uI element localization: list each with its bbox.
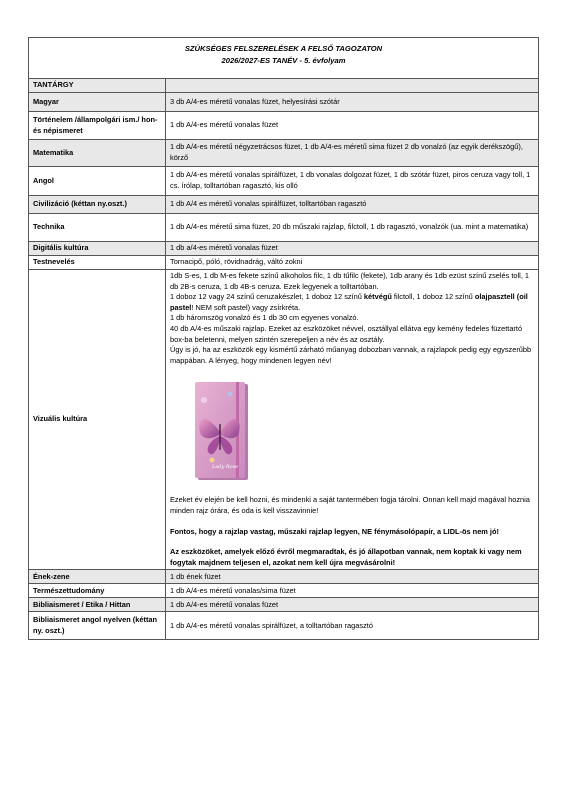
subject-tortenelem: Történelem /állampolgári ism./ hon-és népismeret [29,112,166,140]
subject-enek-zene: Ének-zene [29,570,166,584]
content-testneveles: Tornacipő, póló, rövidnadrág, váltó zokni [166,256,539,270]
subject-testneveles: Testnevelés [29,256,166,270]
vizualis-paragraph: Ezeket év elején be kell hozni, és mindenki a saját tantermében fogja tárolni. Onnan kell majd magával hoznia minden rajz órára, és oda is kell visszavinnie! [170,495,530,515]
content-magyar: 3 db A/4-es méretű vonalas füzet, helyesírási szótár [166,93,539,112]
content-technika: 1 db A/4-es méretű sima füzet, 20 db műszaki rajzlap, filctoll, 1 db ragasztó, vonalzók (ua. mint a matematika) [166,214,539,242]
content-termeszettudomany: 1 db A/4-es méretű vonalas/sima füzet [166,584,539,598]
column-header-subject: TANTÁRGY [29,79,166,93]
content-vizualis [166,270,539,570]
subject-angol: Angol [29,167,166,196]
subject-bibliaismeret: Bibliaismeret / Etika / Hittan [29,598,166,612]
content-matematika: 1 db A/4-es méretű négyzetrácsos füzet, 1 db A/4-es méretű sima füzet 2 db vonalzó (az egyik derékszögű), körző [166,140,539,167]
folder-caption: Lady Rose [212,464,239,471]
vizualis-paragraph: 1db S-es, 1 db M-es fekete színű alkoholos filc, 1 db tűfilc (fekete), 1db arany és 1db ezüst színű zselés toll, 1 db 2B-s ceruza, 1 db 4B-s ceruza. Ezek legyenek a tolltartóban. [170,271,530,291]
table-title-cell [29,38,539,79]
content-angol: 1 db A/4-es méretű vonalas spirálfüzet, 1 db vonalas dolgozat füzet, 1 db szótár füzet, piros ceruza vagy toll, 1 cs. írólap, tolltartóban ragasztó, kis olló [166,167,539,196]
subject-matematika: Matematika [29,140,166,167]
vizualis-paragraph: Úgy is jó, ha az eszközök egy kismértű zárható műanyag dobozban vannak, a rajzlapok pedig egy egyszerűbb mappában. A lényeg, hogy mindenen legyen név! [170,345,532,365]
subject-technika: Technika [29,214,166,242]
butterfly-folder-image [192,380,252,483]
subject-termeszettudomany: Természettudomány [29,584,166,598]
content-bibliaismeret-angol: 1 db A/4-es méretű vonalas spirálfüzet, a tolltartóban ragasztó [166,612,539,640]
page-title: SZÜKSÉGES FELSZERELÉSEK A FELSŐ TAGOZATON [184,44,383,53]
content-civilizacio: 1 db A/4 es méretű vonalas spirálfüzet, tolltartóban ragasztó [166,196,539,214]
vizualis-note-bold: Az eszközöket, amelyek előző évről megmaradtak, és jó állapotban vannak, nem koptak ki vagy nem fogytak majdnem teljesen el, azokat nem kell újra megvásárolni! [170,547,522,567]
vizualis-paragraph: 1 doboz 12 vagy 24 színű ceruzakészlet, 1 doboz 12 színű kétvégű filctoll, 1 doboz 12 színű olajpasztell (oil pastel! NEM soft pastel) vagy zsírkréta. [170,292,528,312]
content-enek-zene: 1 db ének füzet [166,570,539,584]
document [28,37,538,640]
column-header-content [166,79,539,93]
vizualis-paragraph: 40 db A/4-es műszaki rajzlap. Ezeket az eszközöket névvel, osztállyal ellátva egy kemény fedeles füzettartó box-ba beletenni, melyen szintén szerepeljen a név és az osztály. [170,323,523,344]
vizualis-paragraph: 1 db háromszög vonalzó és 1 db 30 cm egyenes vonalzó. [170,313,359,323]
page-subtitle: 2026/2027-ES TANÉV - 5. évfolyam [221,56,346,65]
supplies-table [28,37,539,640]
subject-civilizacio: Civilizáció (kéttan ny.oszt.) [29,196,166,214]
content-digitalis: 1 db a/4-es méretű vonalas füzet [166,242,539,256]
subject-vizualis: Vizuális kultúra [29,270,166,570]
content-tortenelem: 1 db A/4-es méretű vonalas füzet [166,112,539,140]
subject-digitalis: Digitális kultúra [29,242,166,256]
subject-magyar: Magyar [29,93,166,112]
content-bibliaismeret: 1 db A/4-es méretű vonalas füzet [166,598,539,612]
vizualis-note-bold: Fontos, hogy a rajzlap vastag, műszaki rajzlap legyen, NE fénymásolópapír, a LIDL-ös nem jó! [170,526,499,536]
subject-bibliaismeret-angol: Bibliaismeret angol nyelven (kéttan ny. oszt.) [29,612,166,640]
